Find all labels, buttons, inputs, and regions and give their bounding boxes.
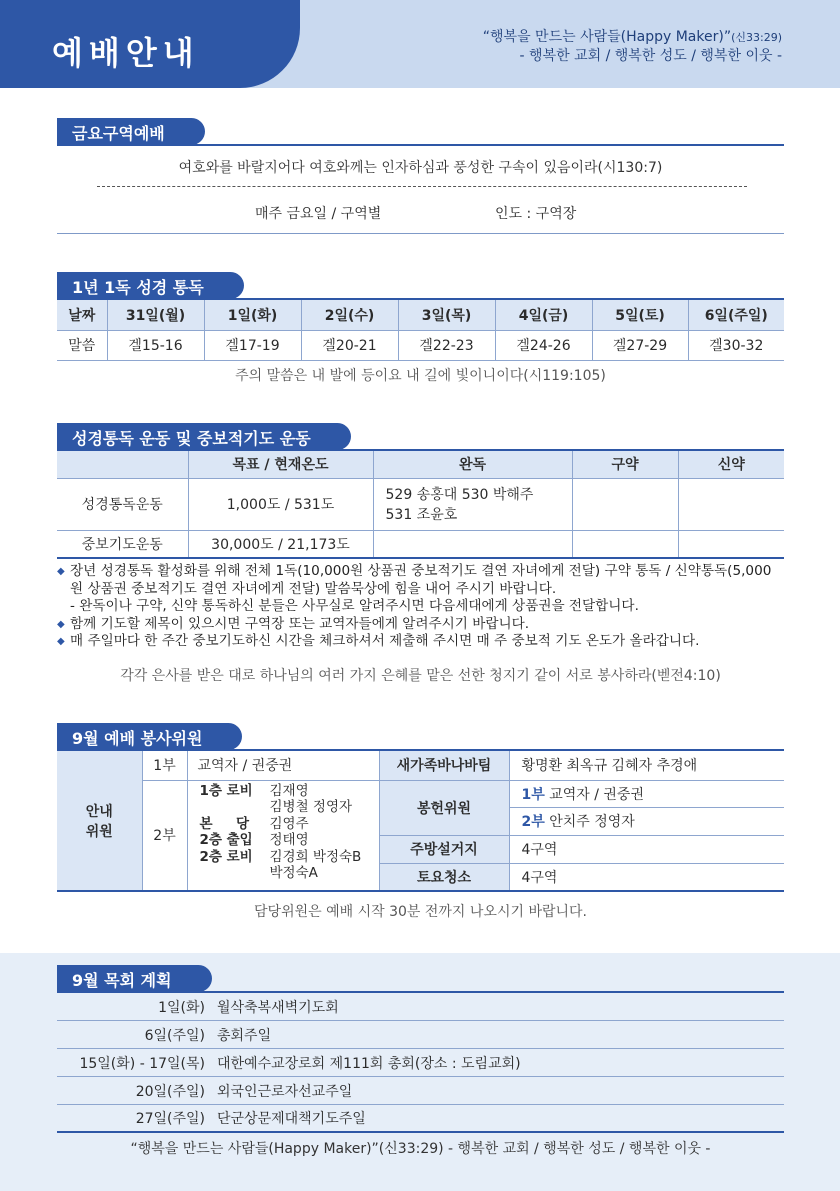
complete-names-line1: 529 송홍대 530 박해주 <box>385 487 534 503</box>
section-bottom-line <box>57 233 784 234</box>
passage-cell: 겔27-29 <box>592 330 688 360</box>
section-volunteers-heading: 9월 예배 봉사위원 <box>57 723 242 750</box>
section-pastoral-heading: 9월 목회 계획 <box>57 965 212 992</box>
event-date: 6일(주일) <box>144 1027 205 1044</box>
service-label: 2부 <box>142 780 187 891</box>
offering-service: 2부 <box>521 814 545 830</box>
section-divider <box>57 144 784 146</box>
section-bible-reading-heading: 1년 1독 성경 통독 <box>57 272 244 299</box>
list-item <box>57 1049 784 1077</box>
footer-motto: “행복을 만드는 사람들(Happy Maker)”(신33:29) - 행복한 교회 / 행복한 성도 / 행복한 이웃 - <box>130 1141 711 1157</box>
roster-row <box>200 783 375 800</box>
campaign-nt <box>678 530 784 558</box>
campaign-verse: 각각 은사를 받은 대로 하나님의 여러 가지 은혜를 맡은 선한 청지기 같이 서로 봉사하라(벧전4:10) <box>120 668 721 684</box>
family-team-names: 황명환 최옥규 김혜자 추경애 <box>509 750 784 780</box>
roster-row <box>200 799 375 816</box>
roster-names: 박정숙A <box>269 865 318 881</box>
section-campaign-heading: 성경통독 운동 및 중보적기도 운동 <box>57 423 351 450</box>
list-item <box>57 1021 784 1049</box>
roster-row <box>200 865 375 882</box>
volunteers-table <box>57 749 784 892</box>
event-text: 월삭축복새벽기도회 <box>217 999 339 1016</box>
complete-names-line2: 531 조윤호 <box>385 507 458 523</box>
campaign-ot <box>572 530 678 558</box>
dashed-divider <box>97 186 747 187</box>
event-date: 15일(화) - 17일(목) <box>79 1055 205 1072</box>
event-text: 대한예수교장로회 제111회 총회(장소 : 도림교회) <box>217 1055 521 1072</box>
friday-schedule: 매주 금요일 / 구역별 <box>255 206 382 222</box>
kitchen-label: 주방설거지 <box>379 835 509 863</box>
campaign-note: ◆ 장년 성경통독 활성화를 위해 전체 1독(10,000원 상품권 중보적기도 결연 자녀에게 전달) 구약 통독 / 신약통독(5,000원 상품권 중보적기도 결연 자녀에게 전달) 말씀묵상에 힘을 내어 주시기 바랍니다. <box>57 563 784 598</box>
cleaning-value: 4구역 <box>509 863 784 891</box>
nt-header: 신약 <box>678 450 784 478</box>
passage-cell: 겔15-16 <box>107 330 204 360</box>
day-header: 4일(금) <box>495 299 592 330</box>
passage-cell: 겔24-26 <box>495 330 592 360</box>
campaign-note-sub: - 완독이나 구약, 신약 통독하신 분들은 사무실로 알려주시면 다음세대에게 상품권을 전달합니다. <box>70 598 639 614</box>
campaign-note: ◆ 함께 기도할 제목이 있으시면 구역장 또는 교역자들에게 알려주시기 바랍니다. <box>57 616 784 634</box>
day-header: 6일(주일) <box>688 299 784 330</box>
roster-role: 1층 로비 <box>199 782 253 799</box>
passage-cell: 겔20-21 <box>301 330 398 360</box>
offering-service: 1부 <box>521 786 545 803</box>
offering-names: 안치주 정영자 <box>549 814 635 830</box>
motto-ref: (신33:29) <box>731 31 782 44</box>
event-text: 단군상문제대책기도주일 <box>217 1111 366 1127</box>
offering-names: 교역자 / 권중권 <box>549 786 644 803</box>
event-date: 20일(주일) <box>135 1083 205 1100</box>
campaign-goal: 1,000도 / 531도 <box>188 478 373 530</box>
motto-line1: “행복을 만드는 사람들(Happy Maker)” <box>482 29 732 45</box>
roster-names: 김병철 정영자 <box>269 799 353 815</box>
day-header: 2일(수) <box>301 299 398 330</box>
bible-reading-verse: 주의 말씀은 내 발에 등이요 내 길에 빛이니이다(시119:105) <box>235 368 606 384</box>
passage-cell: 겔22-23 <box>398 330 495 360</box>
campaign-nt <box>678 478 784 530</box>
campaign-notes <box>57 563 784 651</box>
roster-role: 본 당 <box>199 815 250 832</box>
offering-row <box>509 780 784 807</box>
campaign-row-label: 성경통독운동 <box>57 478 188 530</box>
offering-row <box>509 807 784 835</box>
guide-label-line1: 안내 <box>85 803 113 820</box>
pastoral-list <box>57 993 784 1133</box>
event-date: 1일(화) <box>158 999 205 1016</box>
volunteers-note: 담당위원은 예배 시작 30분 전까지 나오시기 바랍니다. <box>254 904 587 920</box>
roster-names: 김영주 <box>269 815 309 832</box>
guide-label-line2: 위원 <box>85 823 113 840</box>
roster-names: 김경희 박정숙B <box>269 848 362 865</box>
event-text: 총회주일 <box>217 1027 272 1044</box>
roster-names: 김재영 <box>269 782 309 799</box>
roster-names: 정태영 <box>269 832 309 848</box>
service1-names: 교역자 / 권중권 <box>187 750 379 780</box>
page-title: 예배안내 <box>52 34 200 72</box>
day-header: 5일(토) <box>592 299 688 330</box>
roster-row <box>200 832 375 849</box>
campaign-note: ◆ 매 주일마다 한 주간 중보기도하신 시간을 체크하셔서 제출해 주시면 매 주 중보적 기도 온도가 올라갑니다. <box>57 633 784 651</box>
roster-row <box>200 816 375 833</box>
kitchen-value: 4구역 <box>509 835 784 863</box>
service2-roster <box>187 780 379 891</box>
friday-verse: 여호와를 바랄지어다 여호와께는 인자하심과 풍성한 구속이 있음이라(시130:7) <box>178 160 663 176</box>
complete-header: 완독 <box>373 450 572 478</box>
date-header: 날짜 <box>57 299 107 330</box>
list-item <box>57 1105 784 1133</box>
campaign-complete <box>373 478 572 530</box>
bible-reading-table <box>57 298 784 361</box>
day-header: 3일(목) <box>398 299 495 330</box>
campaign-table <box>57 449 784 559</box>
roster-role: 2층 출입 <box>199 832 253 848</box>
event-date: 27일(주일) <box>135 1111 205 1127</box>
list-item <box>57 993 784 1021</box>
day-header: 31일(월) <box>107 299 204 330</box>
day-header: 1일(화) <box>204 299 301 330</box>
roster-role <box>200 865 270 882</box>
family-team-label: 새가족바나바팀 <box>379 750 509 780</box>
cleaning-label: 토요청소 <box>379 863 509 891</box>
campaign-complete <box>373 530 572 558</box>
service-label: 1부 <box>142 750 187 780</box>
campaign-row-label: 중보기도운동 <box>57 530 188 558</box>
guide-label <box>57 750 142 891</box>
section-friday-heading: 금요구역예배 <box>57 118 205 145</box>
event-text: 외국인근로자선교주일 <box>217 1083 353 1100</box>
passage-cell: 겔17-19 <box>204 330 301 360</box>
ot-header: 구약 <box>572 450 678 478</box>
motto-line2: - 행복한 교회 / 행복한 성도 / 행복한 이웃 - <box>519 48 782 64</box>
friday-leader: 인도 : 구역장 <box>495 206 577 222</box>
goal-header: 목표 / 현재온도 <box>188 450 373 478</box>
campaign-ot <box>572 478 678 530</box>
passage-cell: 겔30-32 <box>688 330 784 360</box>
passage-label: 말씀 <box>57 330 107 360</box>
roster-role <box>200 799 270 816</box>
campaign-header-empty <box>57 450 188 478</box>
list-item <box>57 1077 784 1105</box>
header-motto <box>483 28 782 66</box>
roster-row <box>200 849 375 866</box>
offering-label: 봉헌위원 <box>379 780 509 835</box>
roster-role: 2층 로비 <box>199 848 253 865</box>
campaign-goal: 30,000도 / 21,173도 <box>188 530 373 558</box>
